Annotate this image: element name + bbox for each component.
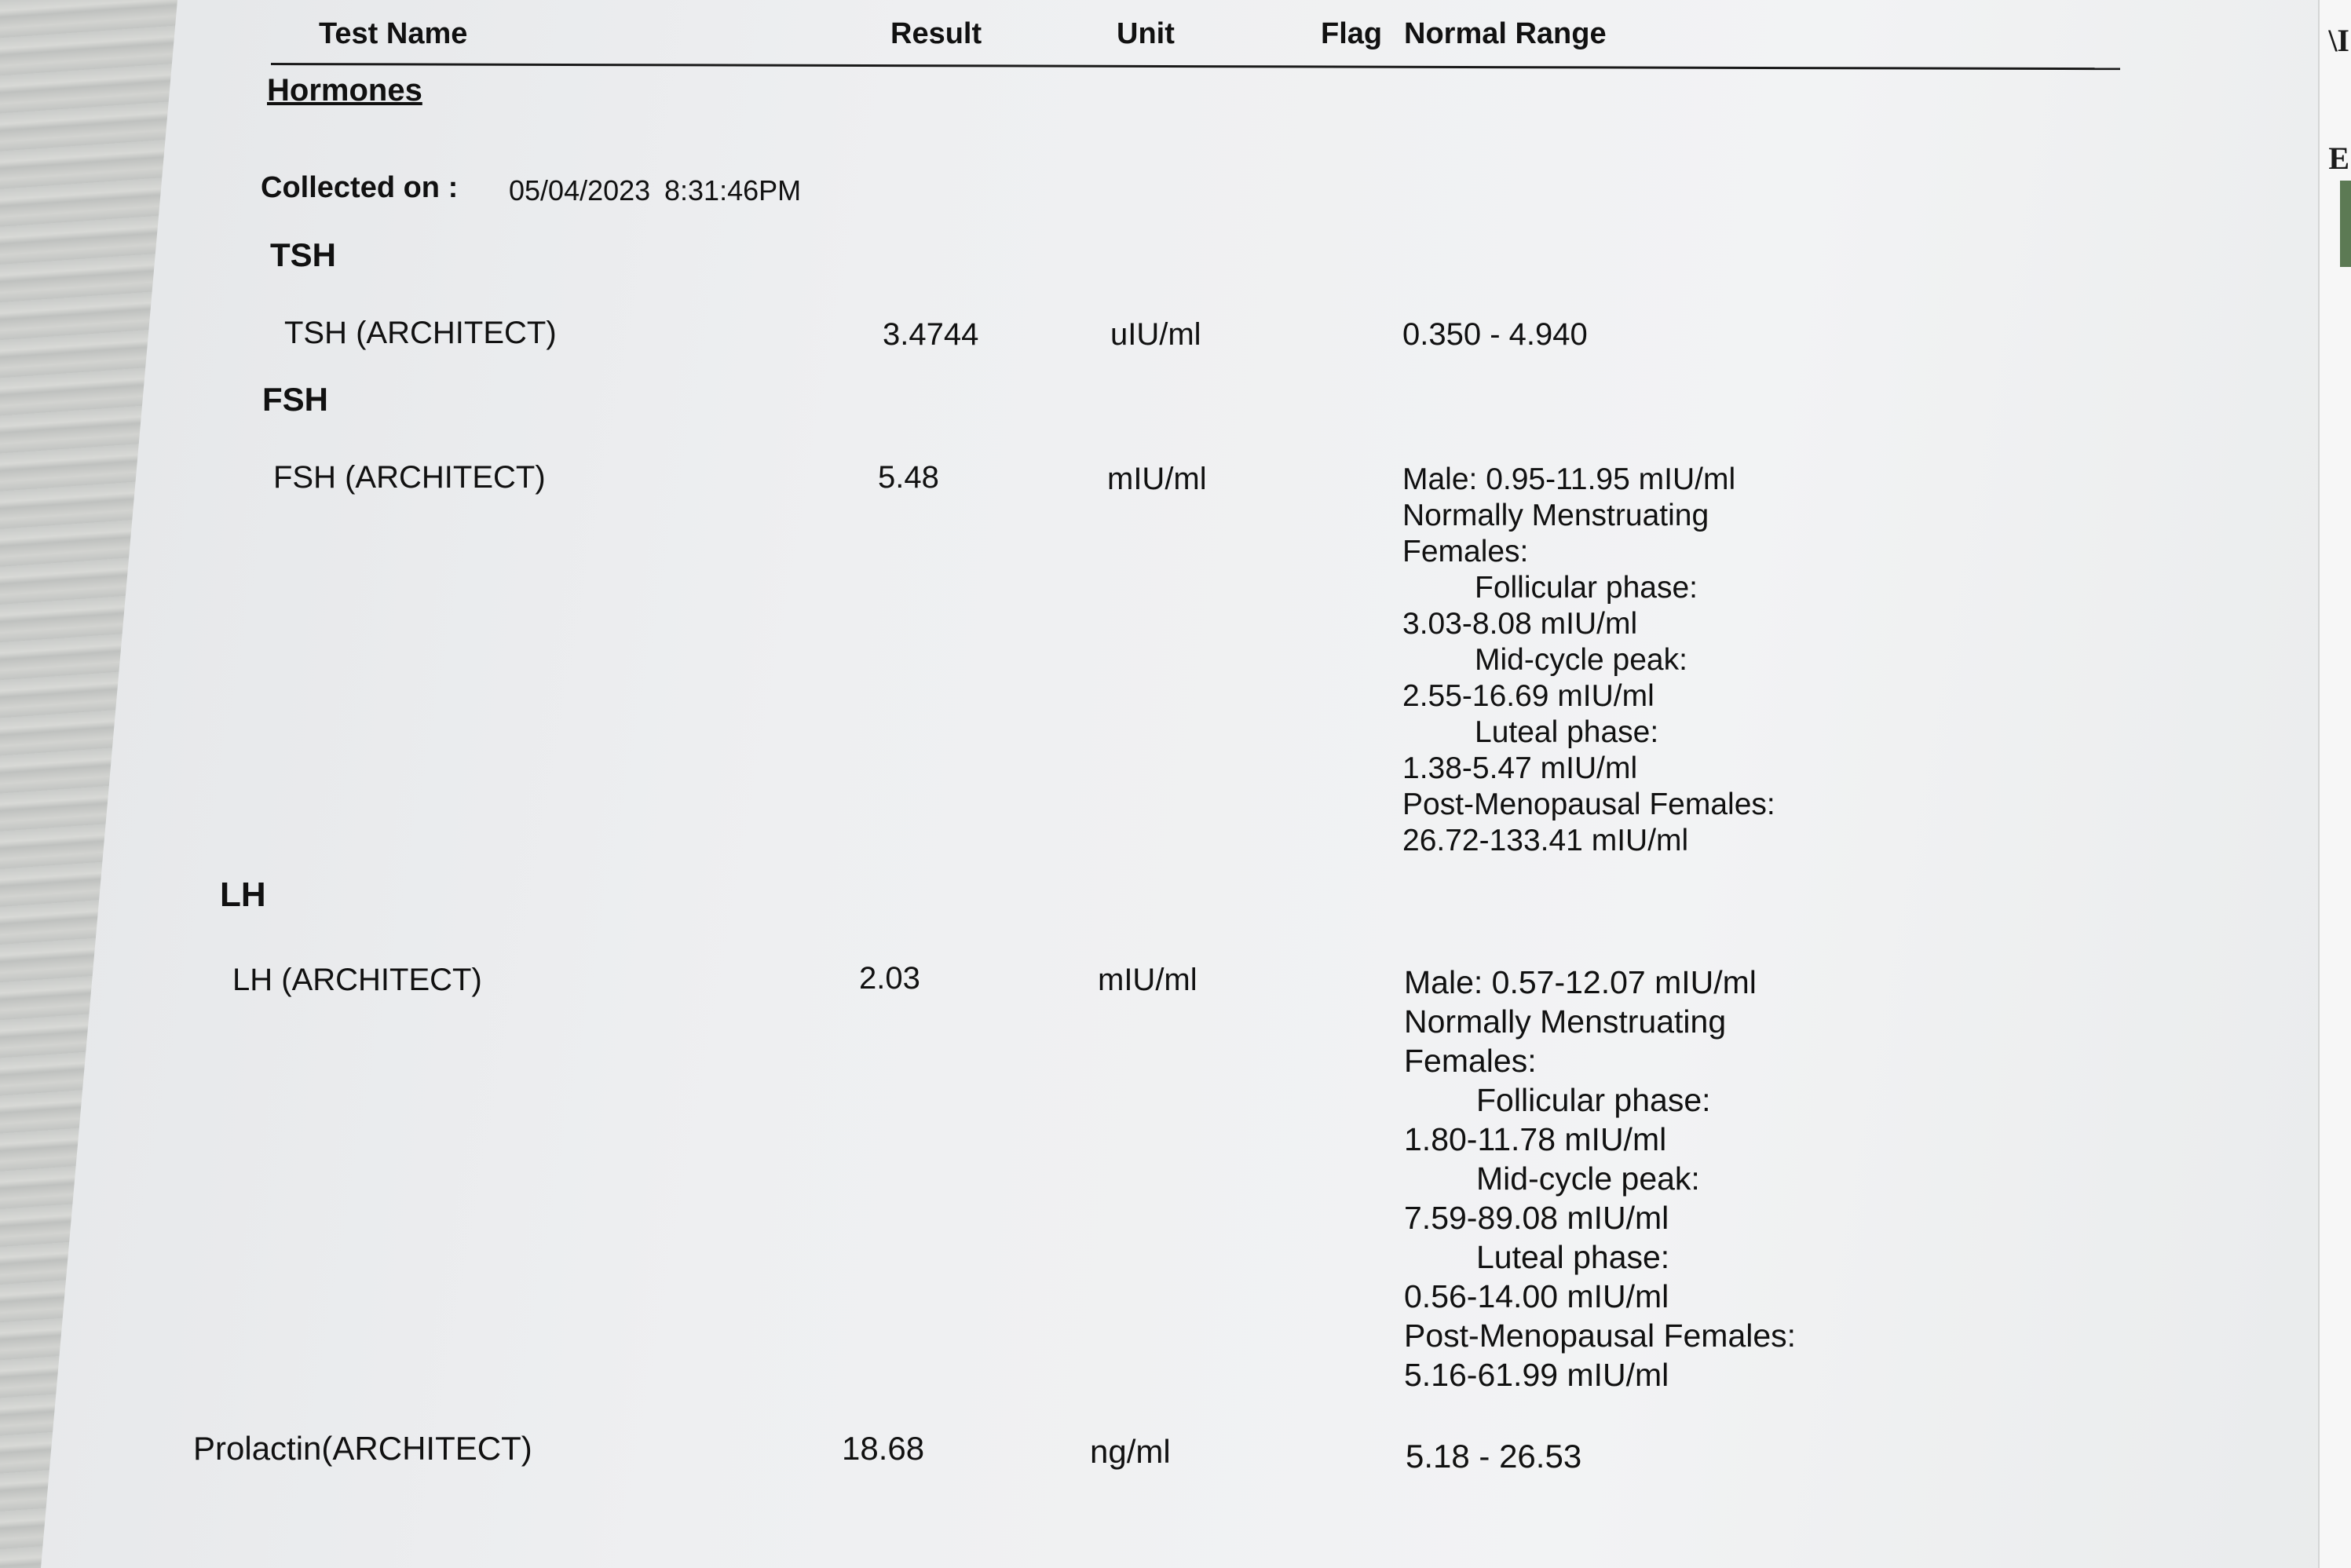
range-line: 7.59-89.08 mIU/ml [1404,1200,1669,1236]
section-title: Hormones [267,73,422,108]
test-name-lh: LH (ARCHITECT) [232,963,482,997]
range-line: Luteal phase: [1475,715,1659,749]
range-line: Females: [1404,1043,1537,1079]
column-header-flag: Flag [1321,17,1383,50]
range-line: Females: [1402,535,1529,568]
result-tsh: 3.4744 [883,317,979,352]
result-lh: 2.03 [859,961,920,996]
test-name-fsh: FSH (ARCHITECT) [273,460,546,495]
range-line: Male: 0.57-12.07 mIU/ml [1404,964,1757,1000]
range-line: Follicular phase: [1476,1082,1711,1118]
unit-tsh: uIU/ml [1110,317,1201,352]
range-tsh: 0.350 - 4.940 [1402,317,1588,352]
range-line: Normally Menstruating [1402,499,1709,532]
range-line: 26.72-133.41 mIU/ml [1402,824,1689,857]
test-name-tsh: TSH (ARCHITECT) [284,316,557,350]
range-line: Post-Menopausal Females: [1402,788,1775,821]
range-line: 1.80-11.78 mIU/ml [1404,1121,1667,1157]
range-line: 2.55-16.69 mIU/ml [1402,679,1654,713]
range-line: Male: 0.95-11.95 mIU/ml [1402,462,1736,496]
range-line: Mid-cycle peak: [1476,1160,1700,1197]
range-line: Luteal phase: [1476,1239,1670,1275]
group-title-fsh: FSH [262,381,328,418]
result-prolactin: 18.68 [842,1430,925,1467]
range-lh [1404,963,1796,1394]
range-line: Post-Menopausal Females: [1404,1318,1797,1354]
range-line: Mid-cycle peak: [1475,643,1687,677]
result-fsh: 5.48 [878,460,939,495]
collected-time: 8:31:46PM [664,174,802,207]
range-line: 3.03-8.08 mIU/ml [1402,607,1638,641]
column-header-result: Result [890,17,982,50]
unit-prolactin: ng/ml [1090,1433,1171,1470]
range-fsh [1402,462,1775,859]
range-line: 0.56-14.00 mIU/ml [1404,1278,1669,1314]
group-title-tsh: TSH [270,236,336,273]
adjacent-sheet-glyph: \I [2328,23,2349,58]
collected-date: 05/04/2023 [509,174,651,207]
column-header-unit: Unit [1117,17,1175,50]
range-line: Follicular phase: [1475,571,1698,605]
adjacent-sheet-stripe [2340,181,2351,267]
column-header-test-name: Test Name [319,17,468,50]
range-line: 1.38-5.47 mIU/ml [1402,751,1638,785]
unit-fsh: mIU/ml [1107,462,1207,496]
group-title-lh: LH [220,875,266,914]
range-line: 5.16-61.99 mIU/ml [1404,1357,1669,1393]
range-prolactin: 5.18 - 26.53 [1406,1438,1582,1475]
range-line: Normally Menstruating [1404,1003,1727,1040]
test-name-prolactin: Prolactin(ARCHITECT) [193,1430,532,1467]
unit-lh: mIU/ml [1098,963,1197,997]
column-header-normal-range: Normal Range [1404,17,1607,50]
adjacent-sheet-glyph: E [2328,141,2349,176]
adjacent-sheet [2318,0,2351,1568]
collected-label: Collected on : [261,171,459,204]
